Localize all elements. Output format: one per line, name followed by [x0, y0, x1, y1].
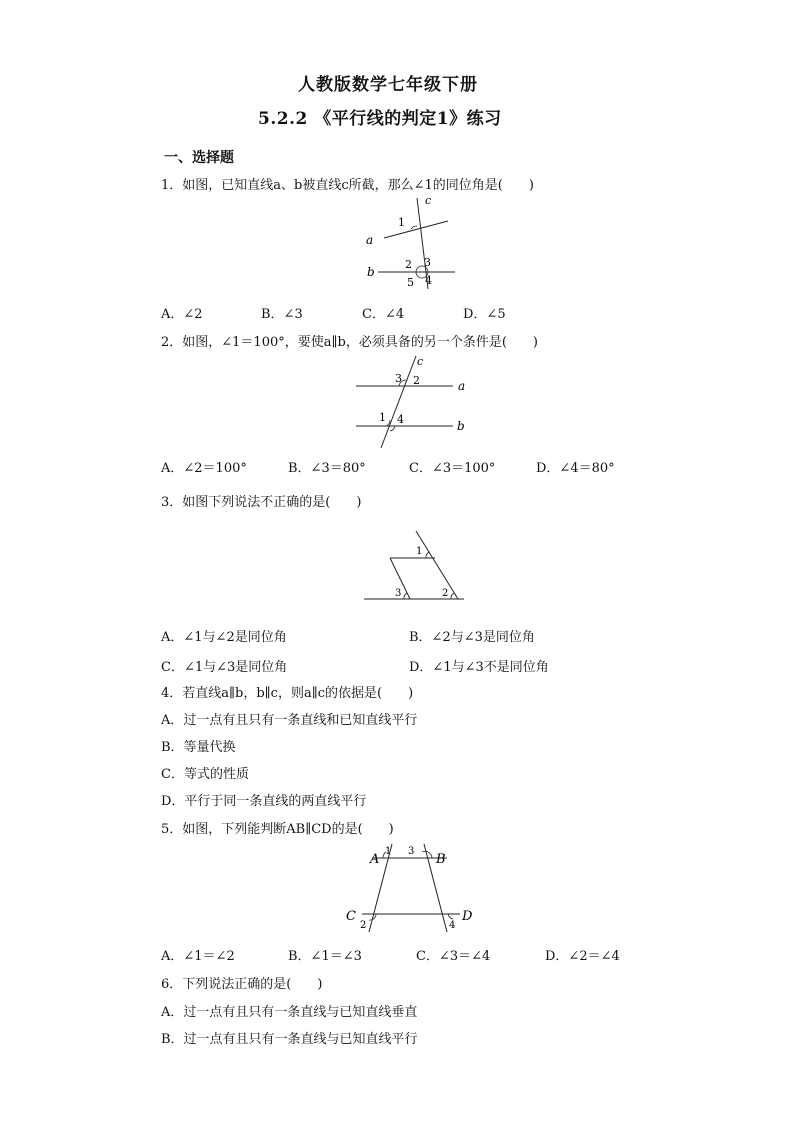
- question-4-option-c[interactable]: C．等式的性质: [161, 767, 249, 782]
- question-5-option-b[interactable]: B．∠1＝∠3: [288, 949, 362, 964]
- question-3-option-a[interactable]: A．∠1与∠2是同位角: [161, 630, 287, 645]
- fig2-label-2: 2: [413, 374, 420, 387]
- fig5-label-2: 2: [360, 920, 367, 931]
- fig5-label-B: B: [436, 852, 446, 867]
- fig1-label-5: 5: [407, 276, 414, 289]
- question-3-option-b[interactable]: B．∠2与∠3是同位角: [409, 630, 535, 645]
- question-4-option-a[interactable]: A．过一点有且只有一条直线和已知直线平行: [161, 713, 418, 728]
- fig2-label-3: 3: [395, 372, 402, 385]
- question-1-option-d[interactable]: D．∠5: [463, 307, 506, 322]
- question-4-stem: 4．若直线a∥b，b∥c，则a∥c的依据是( ): [161, 686, 414, 701]
- question-2-option-a[interactable]: A．∠2＝100°: [161, 461, 247, 476]
- question-2-figure: [348, 352, 473, 452]
- question-5-option-c[interactable]: C．∠3＝∠4: [416, 949, 491, 964]
- fig2-label-a: a: [458, 379, 466, 393]
- question-6-option-b[interactable]: B．过一点有且只有一条直线与已知直线平行: [161, 1032, 418, 1047]
- question-2-stem: 2．如图，∠1＝100°，要使a∥b，必须具备的另一个条件是( ): [161, 335, 538, 350]
- question-5-option-a[interactable]: A．∠1＝∠2: [161, 949, 235, 964]
- question-3-figure: [360, 527, 470, 605]
- fig1-label-2: 2: [405, 258, 412, 271]
- fig2-label-1: 1: [379, 411, 386, 424]
- question-1-option-b[interactable]: B．∠3: [261, 307, 303, 322]
- fig3-label-2: 2: [442, 588, 449, 599]
- document-subtitle: 5.2.2 《平行线的判定1》练习: [258, 109, 502, 129]
- question-3-stem: 3．如图下列说法不正确的是( ): [161, 495, 362, 510]
- fig1-label-b: b: [367, 265, 375, 279]
- fig1-label-a: a: [366, 233, 374, 247]
- fig5-label-1: 1: [385, 846, 392, 857]
- fig5-label-3: 3: [408, 846, 415, 857]
- document-title: 人教版数学七年级下册: [298, 75, 478, 95]
- fig5-label-4: 4: [449, 920, 456, 931]
- question-6-option-a[interactable]: A．过一点有且只有一条直线与已知直线垂直: [161, 1005, 418, 1020]
- question-3-option-c[interactable]: C．∠1与∠3是同位角: [161, 660, 288, 675]
- fig1-label-3: 3: [424, 256, 431, 269]
- question-6-stem: 6．下列说法正确的是( ): [161, 977, 323, 992]
- section-heading: 一、选择题: [164, 150, 234, 166]
- question-1-stem: 1．如图，已知直线a、b被直线c所截，那么∠1的同位角是( ): [161, 178, 534, 193]
- fig1-label-1: 1: [398, 216, 405, 229]
- fig1-label-c: c: [425, 194, 432, 207]
- question-2-option-b[interactable]: B．∠3＝80°: [288, 461, 366, 476]
- question-5-figure: [342, 840, 482, 936]
- fig3-label-1: 1: [416, 546, 423, 557]
- fig5-label-C: C: [346, 909, 356, 924]
- fig2-label-c: c: [417, 355, 424, 368]
- fig2-label-4: 4: [397, 413, 404, 426]
- question-4-option-b[interactable]: B．等量代换: [161, 740, 236, 755]
- fig5-label-A: A: [370, 852, 380, 867]
- fig5-label-D: D: [462, 909, 473, 924]
- question-2-option-c[interactable]: C．∠3＝100°: [409, 461, 496, 476]
- question-5-stem: 5．如图，下列能判断AB∥CD的是( ): [161, 822, 394, 837]
- fig1-label-4: 4: [425, 274, 432, 287]
- question-5-option-d[interactable]: D．∠2＝∠4: [545, 949, 620, 964]
- question-1-option-c[interactable]: C．∠4: [362, 307, 405, 322]
- question-1-figure: [360, 193, 465, 293]
- question-4-option-d[interactable]: D．平行于同一条直线的两直线平行: [161, 794, 367, 809]
- fig3-label-3: 3: [395, 588, 402, 599]
- question-1-option-a[interactable]: A．∠2: [161, 307, 203, 322]
- question-2-option-d[interactable]: D．∠4＝80°: [536, 461, 615, 476]
- fig2-label-b: b: [457, 419, 465, 433]
- question-3-option-d[interactable]: D．∠1与∠3不是同位角: [409, 660, 549, 675]
